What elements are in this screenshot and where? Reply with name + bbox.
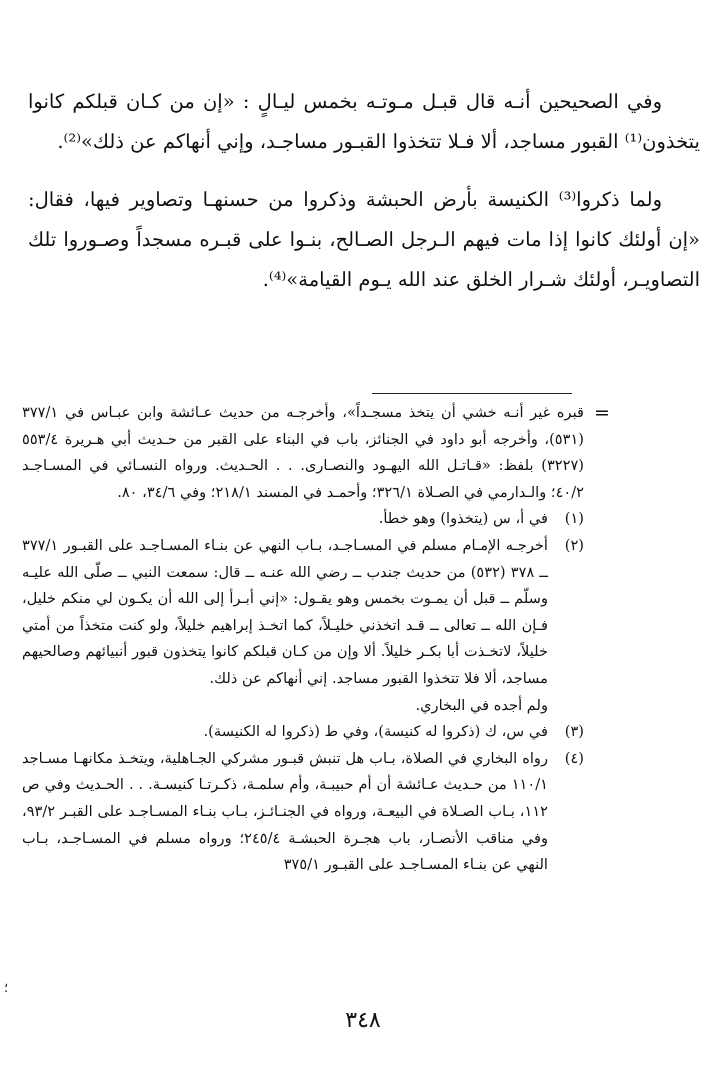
- footnote-1: [22, 506, 584, 533]
- footnote-continuation-marker: =: [594, 402, 610, 424]
- main-paragraph-2: ولما ذكروا⁽³⁾ الكنيسة بأرض الحبشة وذكروا من حسنهـا وتصاوير فيها، فقال: «إن أولئك كانوا إذا مات فيهم الـرجل الصـالح، بنـوا على قبـره مسجداً وصـوروا تلك التصاويـر، أولئك شـرار الخلق عند الله يـوم القيامة»⁽⁴⁾.: [28, 188, 700, 291]
- footnote-number: (٣): [564, 723, 584, 741]
- footnote-text: أخرجـه الإمـام مسلم في المسـاجـد، بـاب النهي عن بنـاء المسـاجـد على القبـور ٣٧٧/١ ــ ٣٧٨ (٥٣٢) من حديث جندب ــ رضي الله عنـه ــ قال: سمعت النبي ــ صلّى الله عليـه وسلّم ــ قبل أن يمـوت بخمس وهو يقـول: «إني أبـرأ إلى الله أن يكـون لي منكم خليل، فـإن الله ــ تعالى ــ قـد اتخذني خليـلاً، كما اتخـذ إبراهيم خليلاً، ولو كنت متخذاً من أمتي خليلاً، لاتخـذت أبا بكـر خليلاً. ألا وإن من كـان قبلكم كانوا يتخذون قبور أنبيائهم وصالحيهم مساجد، ألا فلا تتخذوا القبور مساجد. إني أنهاكم عن ذلك.: [22, 536, 548, 687]
- main-paragraph-1: وفي الصحيحين أنـه قال قبـل مـوتـه بخمس ليـالٍ : «إن من كـان قبلكم كانوا يتخذون⁽¹⁾ القبور مساجد، ألا فـلا تتخذوا القبـور مساجـد، وإني أنهاكم عن ذلك»⁽²⁾.: [28, 90, 700, 153]
- edge-mark: ؛: [4, 981, 9, 996]
- footnote-text: رواه البخاري في الصلاة، بـاب هل تنبش قبـور مشركي الجـاهلية، ويتخـذ مكانهـا مسـاجد ١١٠/١ من حـديث عـائشة أن أم حبيبـة، وأم سلمـة، ذكـرتـا كنيسـة. . . الحـديث وفي ص ١١٢، بـاب الصـلاة في البيعـة، ورواه في الجنـائـز، بـاب بنـاء المسـاجـد على القبـر ٩٣/٢، وفي مناقب الأنصـار، باب هجـرة الحبشـة ٢٤٥/٤؛ ورواه مسلم في المسـاجـد، بـاب النهي عن بنـاء المسـاجـد على القبـور ٣٧٥/١: [22, 749, 548, 874]
- page-number: ٣٤٨: [345, 1008, 381, 1033]
- footnote-number: (٤): [564, 749, 584, 767]
- footnote-number: (٢): [564, 536, 584, 554]
- footnote-2: [22, 533, 584, 719]
- footnote-separator: [372, 393, 572, 394]
- footnote-number: (١): [564, 510, 584, 528]
- main-text: [28, 82, 700, 318]
- footnote-continuation: قبره غير أنـه خشي أن يتخذ مسجـداً»، وأخرجـه من حديث عـائشة وابن عبـاس في ٣٧٧/١ (٥٣١)، وأخرجه أبو داود في الجنائز، باب في البناء على القبر من حـديث أبي هـريرة ٥٥٣/٤ (٣٢٢٧) بلفظ: «قـاتـل الله اليهـود والنصـارى. . . الحـديث. ورواه النسـائي في المسـاجـد ٤٠/٢؛ والـدارمي في الصـلاة ٣٢٦/١؛ وأحمـد في المسند ٢١٨/١؛ وفي ٣٤/٦، ٨٠.: [22, 404, 584, 501]
- footnote-4: [22, 746, 584, 879]
- footnote-text: ولم أجده في البخاري.: [415, 696, 548, 714]
- footnote-3: [22, 719, 584, 746]
- footnotes: [22, 400, 584, 879]
- footnote-text: في س، ك (ذكروا له كنيسة)، وفي ط (ذكروا له الكنيسة).: [203, 723, 548, 741]
- footnote-text: في أ، س (يتخذوا) وهو خطأ.: [378, 510, 548, 528]
